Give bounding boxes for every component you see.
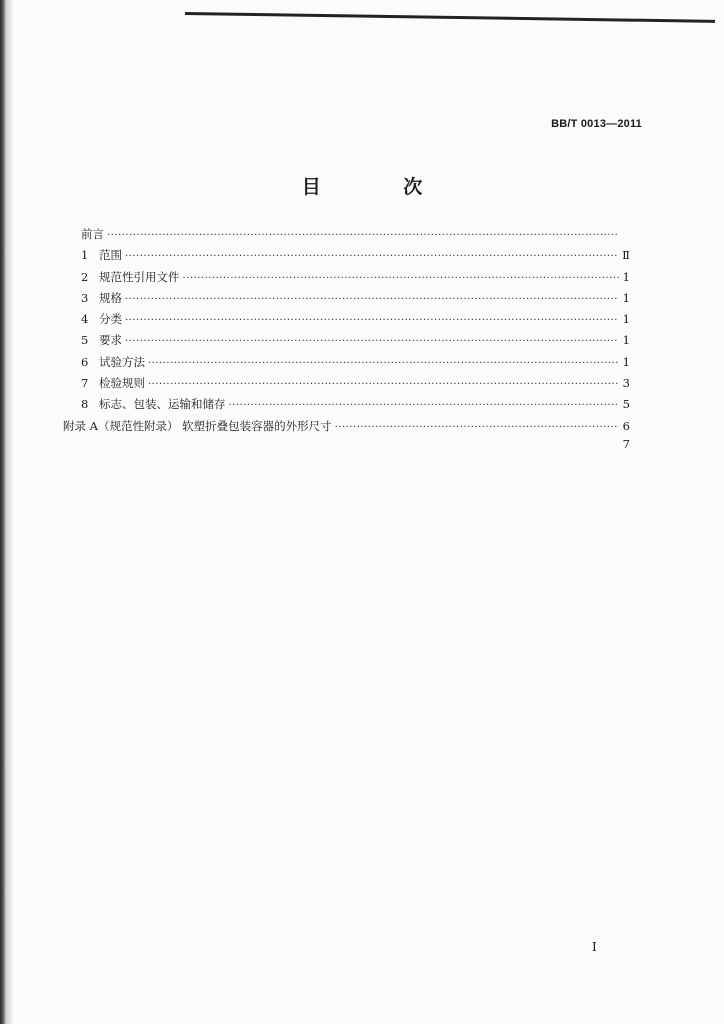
- header-rule: [185, 12, 715, 23]
- toc-entry-1[interactable]: [81, 245, 630, 266]
- toc-leader-dots: [229, 395, 620, 416]
- toc-entry-text: 前言: [81, 227, 104, 241]
- toc-entry-number: 6: [81, 354, 89, 369]
- toc-entry-number: 7: [81, 376, 89, 391]
- toc-entry-page: 5: [622, 397, 630, 412]
- toc-entry-page: Ⅱ: [622, 248, 630, 263]
- toc-entry-number: 2: [81, 269, 89, 284]
- toc-leader-dots: [335, 420, 619, 436]
- standard-code: BB/T 0013—2011: [551, 118, 642, 130]
- toc-entry-number: 5: [81, 333, 89, 348]
- toc-entry-page: 1: [622, 312, 630, 327]
- toc-leader-dots: [148, 353, 619, 374]
- toc-entry-number: 8: [81, 397, 89, 412]
- toc-leader-dots: [148, 374, 619, 395]
- toc-entry-page: 3: [622, 376, 630, 391]
- toc-entry-7[interactable]: [81, 373, 630, 394]
- toc-leader-dots: [125, 331, 619, 352]
- toc-entry-page: 1: [622, 354, 630, 369]
- toc-entry-text: 附录 A（规范性附录） 软塑折叠包装容器的外形尺寸: [63, 418, 332, 433]
- page-number: I: [592, 940, 597, 954]
- toc-entry-text: 要求: [99, 333, 122, 348]
- toc-leader-dots: [125, 289, 619, 310]
- toc-entry-number: 3: [81, 290, 89, 305]
- toc-entry-8[interactable]: [81, 394, 630, 415]
- toc-entry-appendix-a[interactable]: [63, 418, 630, 452]
- toc-entry-number: 1: [81, 248, 89, 263]
- scan-binding-edge: [0, 0, 14, 1024]
- toc-entry-page: 1: [622, 290, 630, 305]
- toc-title: 目 次: [301, 176, 461, 198]
- toc-entry-5[interactable]: [81, 330, 630, 351]
- toc-entry-text: 规格: [99, 290, 122, 305]
- toc-entry-text: 范围: [99, 248, 122, 263]
- toc-entry-6[interactable]: [81, 352, 630, 373]
- toc-entry-text: 检验规则: [99, 376, 145, 391]
- toc-leader-dots: [183, 268, 620, 289]
- toc-entry-page: 1: [622, 269, 630, 284]
- toc-entry-text: 分类: [99, 312, 122, 327]
- toc-entry-page: 1: [622, 333, 630, 348]
- toc-entry-2[interactable]: [81, 267, 630, 288]
- toc-entry-text: 标志、包装、运输和储存: [99, 397, 226, 412]
- toc-leader-dots: [125, 310, 619, 331]
- toc-entry-page: 6: [622, 418, 630, 433]
- toc-leader-dots: [125, 246, 619, 267]
- toc-entry-3[interactable]: [81, 288, 630, 309]
- table-of-contents: [63, 224, 630, 452]
- toc-entry-4[interactable]: [81, 309, 630, 330]
- toc-entry-text: 试验方法: [99, 354, 145, 369]
- toc-entry-text: 规范性引用文件: [99, 269, 180, 284]
- toc-entry-number: 4: [81, 312, 89, 327]
- toc-leader-dots: [107, 225, 619, 246]
- toc-entry-page-continued: 7: [622, 436, 630, 451]
- toc-entry-foreword[interactable]: [81, 224, 630, 245]
